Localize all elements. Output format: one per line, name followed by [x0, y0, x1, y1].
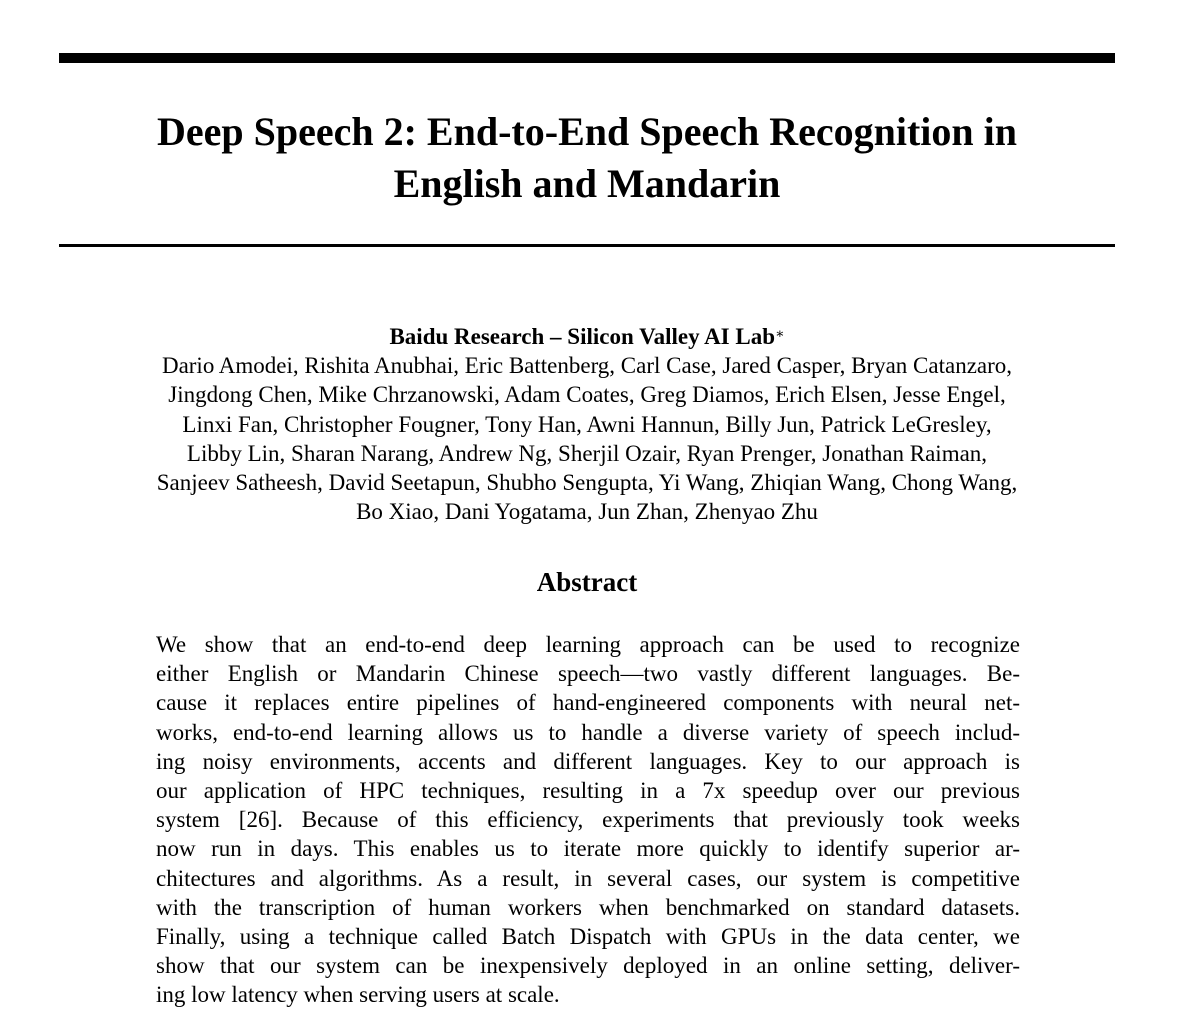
abstract-body	[156, 630, 1020, 1010]
title-top-rule	[59, 53, 1115, 63]
author-line: Bo Xiao, Dani Yogatama, Jun Zhan, Zhenyao Zhu	[356, 499, 818, 525]
author-line: Jingdong Chen, Mike Chrzanowski, Adam Coates, Greg Diamos, Erich Elsen, Jesse Engel,	[168, 382, 1006, 408]
abstract-line: Finally, using a technique called Batch Dispatch with GPUs in the data center, we	[156, 924, 1020, 950]
affiliation-footnote-mark: ∗	[775, 327, 785, 342]
affiliation-name: Baidu Research – Silicon Valley AI Lab	[389, 324, 776, 349]
title-line-1: Deep Speech 2: End-to-End Speech Recognition in	[156, 109, 1018, 154]
abstract-line: either English or Mandarin Chinese speech—two vastly different languages. Be-	[156, 661, 1020, 687]
author-line: Sanjeev Satheesh, David Seetapun, Shubho Sengupta, Yi Wang, Zhiqian Wang, Chong Wang,	[156, 470, 1018, 496]
abstract-line: with the transcription of human workers when benchmarked on standard datasets.	[156, 894, 1020, 920]
author-line: Dario Amodei, Rishita Anubhai, Eric Battenberg, Carl Case, Jared Casper, Bryan Catanzaro,	[161, 353, 1013, 378]
affiliation	[59, 322, 1115, 351]
abstract-line: chitectures and algorithms. As a result, in several cases, our system is competitive	[156, 865, 1020, 891]
abstract-line: now run in days. This enables us to iterate more quickly to identify superior ar-	[156, 836, 1020, 862]
title-bottom-rule	[59, 244, 1115, 247]
author-line: Libby Lin, Sharan Narang, Andrew Ng, Sherjil Ozair, Ryan Prenger, Jonathan Raiman,	[186, 440, 988, 466]
abstract-line: show that our system can be inexpensively deployed in an online setting, deliver-	[156, 953, 1020, 979]
abstract-line: cause it replaces entire pipelines of hand-engineered components with neural net-	[156, 690, 1020, 716]
abstract-line: system [26]. Because of this efficiency, experiments that previously took weeks	[156, 807, 1020, 833]
abstract-heading: Abstract	[536, 567, 638, 597]
abstract-line: ing noisy environments, accents and different languages. Key to our approach is	[156, 748, 1020, 774]
paper-title	[59, 106, 1115, 210]
abstract-line: works, end-to-end learning allows us to handle a diverse variety of speech includ-	[156, 719, 1020, 745]
author-line: Linxi Fan, Christopher Fougner, Tony Han, Awni Hannun, Billy Jun, Patrick LeGresley,	[182, 411, 992, 437]
author-list	[59, 351, 1115, 527]
abstract-line: ing low latency when serving users at scale.	[156, 982, 560, 1008]
abstract-line: We show that an end-to-end deep learning approach can be used to recognize	[156, 632, 1020, 657]
abstract-line: our application of HPC techniques, resulting in a 7x speedup over our previous	[156, 778, 1020, 804]
title-line-2: English and Mandarin	[393, 161, 781, 206]
